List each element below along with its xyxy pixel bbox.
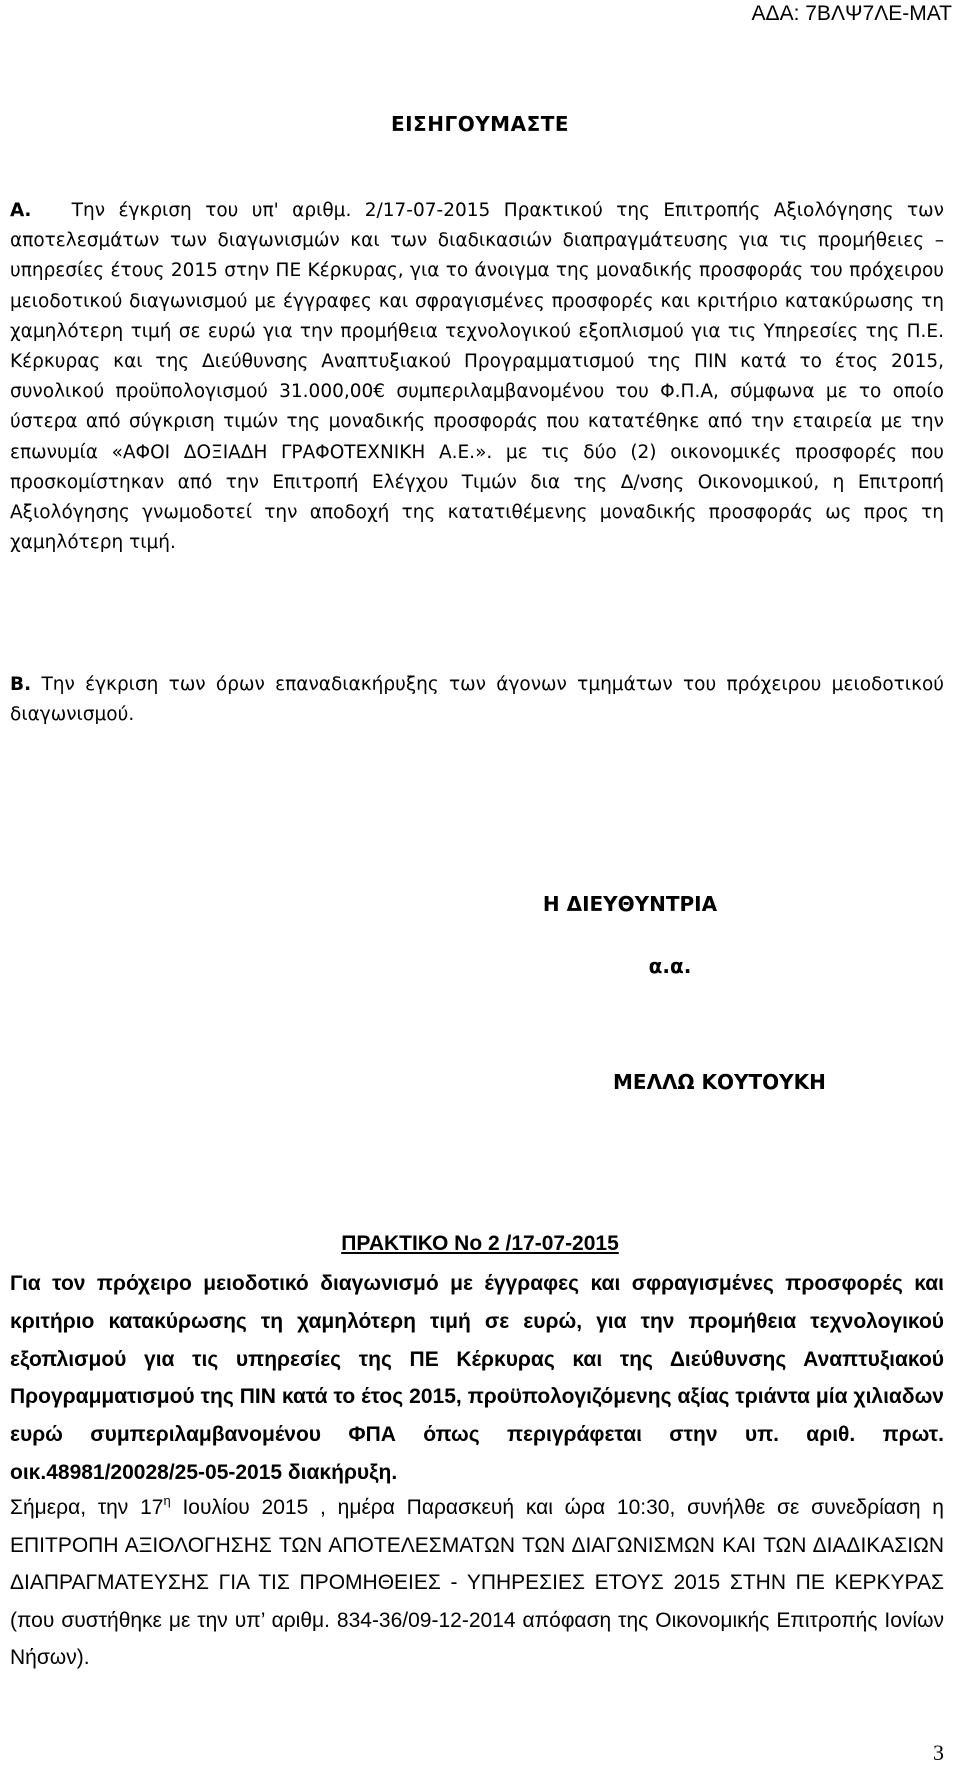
signature-role: Η ΔΙΕΥΘΥΝΤΡΙΑ [542,892,718,916]
meeting-paragraph [10,1482,944,1677]
signature-name: ΜΕΛΛΩ ΚΟΥΤΟΥΚΗ [613,1070,826,1094]
meeting-part2: Ιουλίου 2015 , ημέρα Παρασκευή και ώρα 10:30, συνήλθε σε συνεδρίαση η ΕΠΙΤΡΟΠΗ ΑΞΙΟΛΟΓΗΣΗΣ ΤΩΝ ΑΠΟΤΕΛΕΣΜΑΤΩΝ ΤΩΝ ΔΙΑΓΩΝΙΣΜΩΝ ΚΑΙ ΤΩΝ ΔΙΑΔΙΚΑΣΙΩΝ ΔΙΑΠΡΑΓΜΑΤΕΥΣΗΣ ΓΙΑ ΤΙΣ ΠΡΟΜΗΘΕΙΕΣ - ΥΠΗΡΕΣΙΕΣ ΕΤΟΥΣ 2015 ΣΤΗΝ ΠΕ ΚΕΡΚΥΡΑΣ (που συστήθηκε με την υπ’ αριθμ. 834-36/09-12-2014 απόφαση της Οικονομικής Επιτροπής Ιονίων Νήσων). [10,1496,944,1670]
section-b-text: Την έγκριση των όρων επαναδιακήρυξης των άγονων τμημάτων του πρόχειρου μειοδοτικού διαγωνισμού. [10,674,944,726]
signature-aa: α.α. [648,954,692,978]
ada-code: ΑΔΑ: 7ΒΛΨ7ΛΕ-ΜΑΤ [751,2,952,25]
praktiko-subject-text: Για τον πρόχειρο μειοδοτικό διαγωνισμό με έγγραφες και σφραγισμένες προσφορές και κριτήριο κατακύρωσης τη χαμηλότερη τιμή σε ευρώ, για την προμήθεια τεχνολογικού εξοπλισμού για τις υπηρεσίες της ΠΕ Κέρκυρας και της Διεύθυνσης Αναπτυξιακού Προγραμματισμού της ΠΙΝ κατά το έτος 2015, προϋπολογιζόμενης αξίας τριάντα μία χιλιαδων ευρώ συμπεριλαμβανομένου ΦΠΑ όπως περιγράφεται στην υπ. αριθ. πρωτ. οικ.48981/20028/25-05-2015 διακήρυξη. [10,1272,944,1484]
section-a-letter: Α. [10,200,32,221]
praktiko-title-text: ΠΡΑΚΤΙΚΟ Νο 2 /17-07-2015 [341,1232,619,1255]
section-a [10,196,944,558]
section-b-letter: Β. [10,674,32,695]
praktiko-subject [10,1265,944,1492]
page-number: 3 [933,1740,944,1765]
meeting-sup: η [163,1493,171,1508]
section-a-text: Την έγκριση του υπ' αριθμ. 2/17-07-2015 Πρακτικού της Επιτροπής Αξιολόγησης των αποτελεσμάτων των διαγωνισμών και των διαδικασιών διαπραγμάτευσης για τις προμήθειες – υπηρεσίες έτους 2015 στην ΠΕ Κέρκυρας, για το άνοιγμα της μοναδικής προσφοράς του πρόχειρου μειοδοτικού διαγωνισμού με έγγραφες και σφραγισμένες προσφορές και κριτήριο κατακύρωσης τη χαμηλότερη τιμή σε ευρώ για την προμήθεια τεχνολογικού εξοπλισμού για τις Υπηρεσίες της Π.Ε. Κέρκυρας και της Διεύθυνσης Αναπτυξιακού Προγραμματισμού της ΠΙΝ κατά το έτος 2015, συνολικού προϋπολογισμού 31.000,00€ συμπεριλαμβανομένου του Φ.Π.Α, σύμφωνα με το οποίο ύστερα από σύγκριση τιμών της μοναδικής προσφοράς που κατατέθηκε από την εταιρεία με την επωνυμία «ΑΦΟΙ ΔΟΞΙΑΔΗ ΓΡΑΦΟΤΕΧΝΙΚΗ Α.Ε.». με τις δύο (2) οικονομικές προσφορές που προσκομίστηκαν από την Επιτροπή Ελέγχου Τιμών δια της Δ/νσης Οικονομικού, η Επιτροπή Αξιολόγησης γνωμοδοτεί την αποδοχή της κατατιθέμενης μοναδικής προσφοράς ως προς τη χαμηλότερη τιμή. [10,200,944,554]
praktiko-title [0,1232,960,1256]
meeting-part1: Σήμερα, την 17 [10,1496,164,1519]
heading-eisigoumaste: ΕΙΣΗΓΟΥΜΑΣΤΕ [390,112,570,136]
section-b [10,670,944,730]
